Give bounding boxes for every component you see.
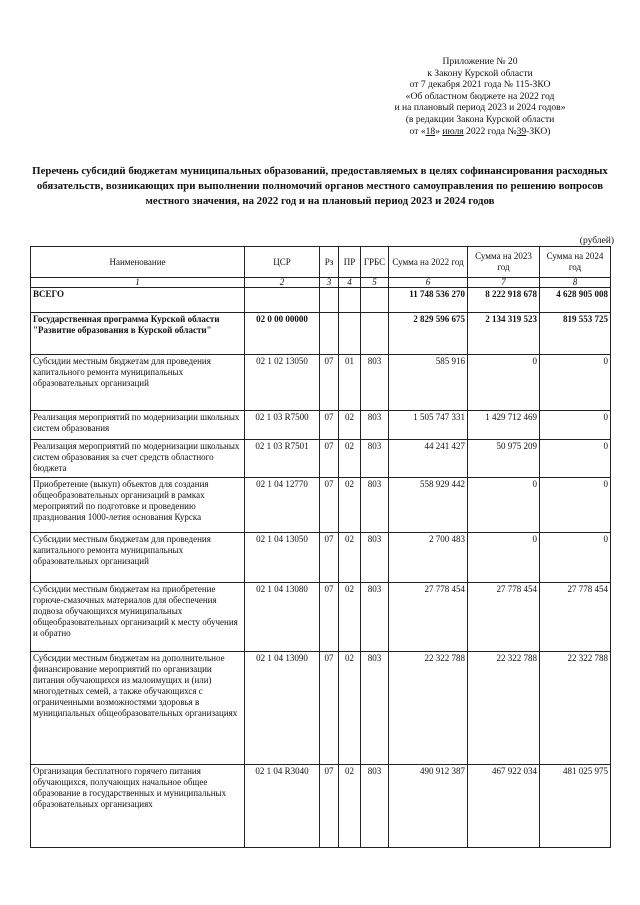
cell-name: ВСЕГО [31,288,245,313]
cell-csr: 02 1 04 13080 [245,583,320,652]
text: 2022 года № [463,125,517,137]
table-row [31,765,611,848]
cell-rz: 07 [320,478,339,533]
cell-rz: 07 [320,765,339,848]
cell-rz: 07 [320,652,339,765]
cell-rz: 07 [320,411,339,440]
cell-grbs: 803 [361,478,389,533]
cell-y2022: 490 912 387 [389,765,468,848]
col-number: 2 [245,278,320,288]
cell-pr: 02 [339,411,361,440]
amendment-month: июля [442,125,464,137]
appendix-line: и на плановый период 2023 и 2024 годов» [394,102,566,114]
cell-csr: 02 1 04 12770 [245,478,320,533]
cell-grbs: 803 [361,411,389,440]
cell-pr: 02 [339,533,361,583]
cell-pr: 01 [339,355,361,411]
cell-rz: 07 [320,533,339,583]
header-2022: Сумма на 2022 год [389,247,468,278]
table-row [31,288,611,313]
cell-name: Организация бесплатного горячего питания обучающихся, получающих начальное общее образование в государственных и муниципальных образовательных организациях [31,765,245,848]
cell-grbs: 803 [361,765,389,848]
cell-y2022: 1 505 747 331 [389,411,468,440]
cell-y2024: 481 025 975 [540,765,611,848]
document-title: Перечень субсидий бюджетам муниципальных образований, предоставляемых в целях софинансирования расходных обязательств, возникающих при выполнении полномочий органов местного самоуправления по решению вопросов местного значения, на 2022 год и на плановый период 2023 и 2024 годов [32,165,608,207]
table-body [31,288,611,848]
cell-y2024: 0 [540,440,611,478]
cell-csr: 02 1 04 13090 [245,652,320,765]
appendix-line: «Об областном бюджете на 2022 год [405,90,555,102]
cell-y2024: 0 [540,355,611,411]
text: от « [409,125,426,137]
col-number: 8 [540,278,611,288]
cell-pr: 02 [339,583,361,652]
cell-pr [339,288,361,313]
appendix-line: от 7 декабря 2021 года № 115-ЗКО [409,79,551,91]
cell-y2022: 585 916 [389,355,468,411]
appendix-line [380,126,580,138]
cell-y2023: 467 922 034 [468,765,540,848]
cell-name: Субсидии местным бюджетам для проведения капитального ремонта муниципальных образовательных организаций [31,355,245,411]
appendix-line: (в редакции Закона Курской области [405,113,555,125]
amendment-number: 39 [516,125,527,137]
cell-csr: 02 0 00 00000 [245,313,320,355]
cell-y2024: 27 778 454 [540,583,611,652]
cell-rz: 07 [320,583,339,652]
cell-y2024: 22 322 788 [540,652,611,765]
table-row [31,478,611,533]
cell-y2022: 22 322 788 [389,652,468,765]
cell-y2023: 2 134 319 523 [468,313,540,355]
col-number: 3 [320,278,339,288]
cell-pr: 02 [339,765,361,848]
header-2024: Сумма на 2024 год [540,247,611,278]
col-number: 1 [31,278,245,288]
appendix-line: к Закону Курской области [427,67,533,79]
cell-y2023: 0 [468,533,540,583]
cell-y2022: 2 829 596 675 [389,313,468,355]
cell-name: Субсидии местным бюджетам на дополнительное финансирование мероприятий по организации питания обучающихся из малоимущих и (или) многодетных семей, а также обучающихся с ограниченными возможностями здоровья в муниципальных общеобразовательных организациях [31,652,245,765]
appendix-line: Приложение № 20 [442,56,518,67]
cell-y2023: 1 429 712 469 [468,411,540,440]
cell-y2022: 11 748 536 270 [389,288,468,313]
cell-pr: 02 [339,478,361,533]
cell-y2022: 558 929 442 [389,478,468,533]
table-row [31,533,611,583]
table-row [31,411,611,440]
header-row [31,247,611,278]
header-pr: ПР [339,247,361,278]
cell-grbs [361,313,389,355]
header-2023: Сумма на 2023 год [468,247,540,278]
cell-rz: 07 [320,440,339,478]
header-rz: Рз [320,247,339,278]
cell-grbs: 803 [361,440,389,478]
table-row [31,652,611,765]
cell-grbs: 803 [361,533,389,583]
cell-y2024: 4 628 905 008 [540,288,611,313]
cell-csr: 02 1 02 13050 [245,355,320,411]
cell-y2022: 27 778 454 [389,583,468,652]
appendix-header [380,56,580,137]
cell-pr: 02 [339,440,361,478]
cell-y2023: 27 778 454 [468,583,540,652]
cell-csr: 02 1 03 R7500 [245,411,320,440]
col-number: 7 [468,278,540,288]
cell-y2022: 2 700 483 [389,533,468,583]
header-grbs: ГРБС [361,247,389,278]
table-row [31,355,611,411]
cell-y2024: 0 [540,411,611,440]
cell-y2023: 8 222 918 678 [468,288,540,313]
cell-y2024: 819 553 725 [540,313,611,355]
cell-name: Приобретение (выкуп) объектов для создания общеобразовательных организаций в рамках мероприятий по подготовке и проведению празднования 1000-летия основания Курска [31,478,245,533]
cell-pr: 02 [339,652,361,765]
cell-csr: 02 1 04 R3040 [245,765,320,848]
cell-csr: 02 1 04 13050 [245,533,320,583]
table-row [31,440,611,478]
amendment-day: 18 [425,125,436,137]
cell-y2023: 0 [468,478,540,533]
cell-y2024: 0 [540,478,611,533]
cell-csr [245,288,320,313]
cell-grbs: 803 [361,652,389,765]
cell-rz [320,313,339,355]
cell-rz [320,288,339,313]
cell-name: Государственная программа Курской области "Развитие образования в Курской области" [31,313,245,355]
cell-y2023: 0 [468,355,540,411]
cell-name: Реализация мероприятий по модернизации школьных систем образования [31,411,245,440]
text: » [435,125,443,137]
cell-y2023: 50 975 209 [468,440,540,478]
header-name: Наименование [31,247,245,278]
cell-name: Реализация мероприятий по модернизации школьных систем образования за счет средств областного бюджета [31,440,245,478]
cell-y2022: 44 241 427 [389,440,468,478]
cell-grbs: 803 [361,355,389,411]
col-number: 4 [339,278,361,288]
cell-name: Субсидии местным бюджетам на приобретение горюче-смазочных материалов для обеспечения подвоза обучающихся муниципальных общеобразовательных организаций к месту обучения и обратно [31,583,245,652]
text: -ЗКО) [526,125,551,137]
table-row [31,313,611,355]
cell-grbs: 803 [361,583,389,652]
header-csr: ЦСР [245,247,320,278]
subsidies-table [30,246,611,848]
cell-grbs [361,288,389,313]
cell-name: Субсидии местным бюджетам для проведения капитального ремонта муниципальных образовательных организаций [31,533,245,583]
cell-rz: 07 [320,355,339,411]
cell-y2023: 22 322 788 [468,652,540,765]
cell-csr: 02 1 03 R7501 [245,440,320,478]
table-row [31,583,611,652]
cell-pr [339,313,361,355]
cell-y2024: 0 [540,533,611,583]
column-number-row [31,278,611,288]
units-label: (рублей) [579,236,614,246]
col-number: 5 [361,278,389,288]
col-number: 6 [389,278,468,288]
